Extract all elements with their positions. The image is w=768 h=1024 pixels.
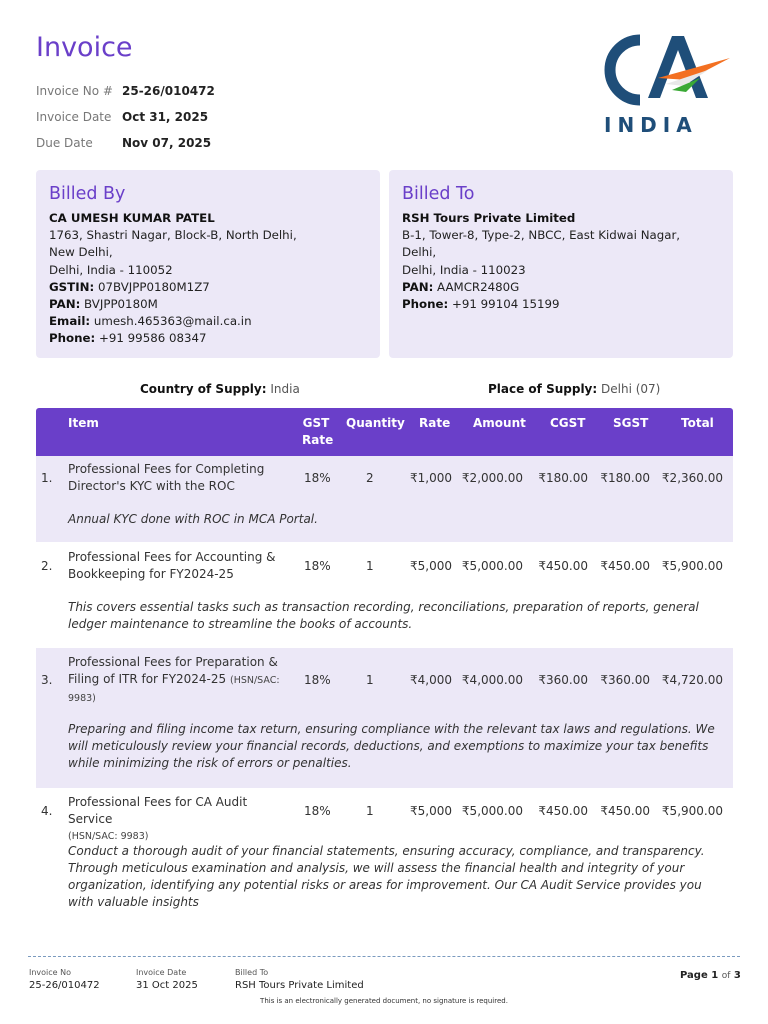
table-header — [36, 408, 733, 456]
desc-line-2: Bookkeeping for FY2024-25 — [68, 567, 234, 581]
desc-line-1: Professional Fees for Preparation & — [68, 655, 278, 669]
desc-line-1: Professional Fees for CA Audit Service — [68, 795, 248, 826]
invoice-date-row — [36, 104, 215, 130]
invoice-date-label: Invoice Date — [36, 110, 112, 124]
billed-by-email — [49, 313, 367, 330]
sgst: ₹450.00 — [600, 559, 650, 573]
disclaimer: This is an electronically generated document, no signature is required. — [260, 997, 508, 1005]
amount: ₹5,000.00 — [461, 804, 523, 818]
phone-value: +91 99104 15199 — [452, 297, 560, 312]
billed-to-pan — [402, 279, 720, 296]
hsn-code: (HSN/SAC: 9983) — [68, 831, 149, 842]
page-title: Invoice — [36, 32, 133, 63]
billed-to-address-1: B-1, Tower-8, Type-2, NBCC, East Kidwai Nagar, — [402, 228, 681, 243]
footer-invoice-no-label: Invoice No — [29, 968, 72, 977]
billed-by-address-1: 1763, Shastri Nagar, Block-B, North Delhi, — [49, 228, 297, 243]
cgst: ₹360.00 — [538, 673, 588, 687]
country-of-supply — [140, 382, 300, 396]
billed-to-address-3: Delhi, India - 110023 — [402, 262, 526, 277]
billed-by-card — [36, 170, 380, 358]
desc-line-1: Professional Fees for Completing — [68, 462, 265, 476]
place-value: Delhi (07) — [601, 382, 661, 396]
page-of: of — [721, 971, 731, 981]
row-index: 2. — [41, 559, 53, 573]
footer-billed-to-value: RSH Tours Private Limited — [235, 980, 364, 991]
billed-to-heading: Billed To — [402, 184, 475, 204]
total: ₹4,720.00 — [661, 673, 723, 687]
country-label: Country of Supply: — [140, 382, 267, 396]
phone-value: +91 99586 08347 — [99, 331, 207, 346]
invoice-no-label: Invoice No # — [36, 84, 113, 98]
col-item: Item — [68, 416, 99, 430]
due-date-label: Due Date — [36, 136, 93, 150]
gst-rate: 18% — [304, 559, 331, 573]
billed-by-name: CA UMESH KUMAR PATEL — [49, 211, 215, 225]
quantity: 1 — [366, 673, 374, 687]
col-gst-1: GST — [302, 416, 330, 430]
desc-line-2 — [68, 671, 283, 707]
sgst: ₹360.00 — [600, 673, 650, 687]
row-index: 1. — [41, 471, 53, 485]
billed-by-gstin — [49, 279, 367, 296]
gst-rate: 18% — [304, 804, 331, 818]
pan-label: PAN: — [49, 297, 81, 312]
rate: ₹5,000 — [410, 559, 452, 573]
row-index: 3. — [41, 673, 53, 687]
place-label: Place of Supply: — [488, 382, 598, 396]
footer-invoice-date-label: Invoice Date — [136, 968, 187, 977]
sgst: ₹450.00 — [600, 804, 650, 818]
billed-to-name: RSH Tours Private Limited — [402, 211, 576, 225]
footer-invoice-date-value: 31 Oct 2025 — [136, 980, 198, 991]
col-sgst: SGST — [613, 416, 649, 430]
rate: ₹5,000 — [410, 804, 452, 818]
place-of-supply — [488, 382, 660, 396]
phone-label: Phone: — [402, 297, 449, 312]
total: ₹5,900.00 — [661, 804, 723, 818]
desc-line-2: Director's KYC with the ROC — [68, 479, 235, 493]
footer-invoice-no-value: 25-26/010472 — [29, 980, 100, 991]
invoice-no-value: 25-26/010472 — [122, 84, 215, 98]
gst-rate: 18% — [304, 673, 331, 687]
billed-by-address-3: Delhi, India - 110052 — [49, 262, 173, 277]
billed-to-card — [389, 170, 733, 358]
col-rate: Rate — [419, 416, 451, 430]
quantity: 2 — [366, 471, 374, 485]
rate: ₹1,000 — [410, 471, 452, 485]
desc-line-1: Professional Fees for Accounting & — [68, 550, 276, 564]
cgst: ₹450.00 — [538, 804, 588, 818]
item-note: Preparing and filing income tax return, ensuring compliance with the relevant tax laws and regulations. We will meticulously review your financial records, deductions, and exemptions to maximize your tax benefits while minimizing the risk of errors or penalties. — [68, 722, 715, 770]
email-label: Email: — [49, 314, 91, 329]
amount: ₹2,000.00 — [461, 471, 523, 485]
col-amount: Amount — [473, 416, 526, 430]
footer-divider — [28, 956, 740, 957]
pan-value: BVJPP0180M — [84, 297, 158, 312]
sgst: ₹180.00 — [600, 471, 650, 485]
desc-line-2-text: Filing of ITR for FY2024-25 — [68, 672, 227, 686]
item-description — [68, 461, 268, 495]
billed-by-address-2: New Delhi, — [49, 245, 113, 260]
page-current: 1 — [711, 970, 719, 981]
col-total: Total — [681, 416, 714, 430]
pan-label: PAN: — [402, 279, 434, 294]
invoice-no-row — [36, 78, 215, 104]
country-value: India — [270, 382, 300, 396]
item-note: This covers essential tasks such as transaction recording, reconciliations, preparation of reports, general ledger maintenance to streamline the books of accounts. — [68, 600, 699, 631]
cgst: ₹450.00 — [538, 559, 588, 573]
hsn-code: (HSN/SAC: 9983) — [68, 675, 280, 704]
billed-by-heading: Billed By — [49, 184, 126, 204]
cgst: ₹180.00 — [538, 471, 588, 485]
footer-billed-to — [235, 968, 364, 991]
ca-india-logo — [588, 28, 738, 138]
phone-label: Phone: — [49, 331, 96, 346]
billed-to-phone — [402, 296, 720, 313]
row-index: 4. — [41, 804, 53, 818]
page-total: 3 — [733, 970, 741, 981]
gst-rate: 18% — [304, 471, 331, 485]
page-indicator — [680, 970, 741, 981]
email-value: umesh.465363@mail.ca.in — [93, 314, 252, 329]
footer-invoice-date — [136, 968, 198, 991]
amount: ₹5,000.00 — [461, 559, 523, 573]
col-gst-2: Rate — [302, 433, 334, 447]
pan-value: AAMCR2480G — [437, 279, 520, 294]
invoice-date-value: Oct 31, 2025 — [122, 110, 209, 124]
amount: ₹4,000.00 — [461, 673, 523, 687]
billed-by-phone — [49, 330, 367, 347]
invoice-meta — [36, 78, 215, 156]
col-quantity: Quantity — [346, 416, 405, 430]
rate: ₹4,000 — [410, 673, 452, 687]
footer-invoice-no — [29, 968, 100, 991]
gstin-value: 07BVJPP0180M1Z7 — [97, 279, 210, 294]
item-description — [68, 654, 283, 707]
gstin-label: GSTIN: — [49, 279, 95, 294]
billed-to-address-2: Delhi, — [402, 245, 437, 260]
item-note: Annual KYC done with ROC in MCA Portal. — [68, 512, 318, 526]
total: ₹5,900.00 — [661, 559, 723, 573]
page-label: Page — [680, 970, 708, 981]
item-description — [68, 549, 278, 583]
due-date-row — [36, 130, 215, 156]
total: ₹2,360.00 — [661, 471, 723, 485]
due-date-value: Nov 07, 2025 — [122, 136, 212, 150]
quantity: 1 — [366, 559, 374, 573]
billed-by-pan — [49, 296, 367, 313]
footer-billed-to-label: Billed To — [235, 968, 269, 977]
quantity: 1 — [366, 804, 374, 818]
item-description — [68, 794, 293, 845]
col-cgst: CGST — [550, 416, 586, 430]
logo-text: INDIA — [604, 113, 698, 137]
item-note: Conduct a thorough audit of your financial statements, ensuring accuracy, compliance, and transparency. Through meticulous examination and analysis, we will assess the financial health and integrity of your organization, identifying any potential risks or areas for improvement. Our CA Audit Service provides you with valuable insights — [68, 844, 705, 909]
